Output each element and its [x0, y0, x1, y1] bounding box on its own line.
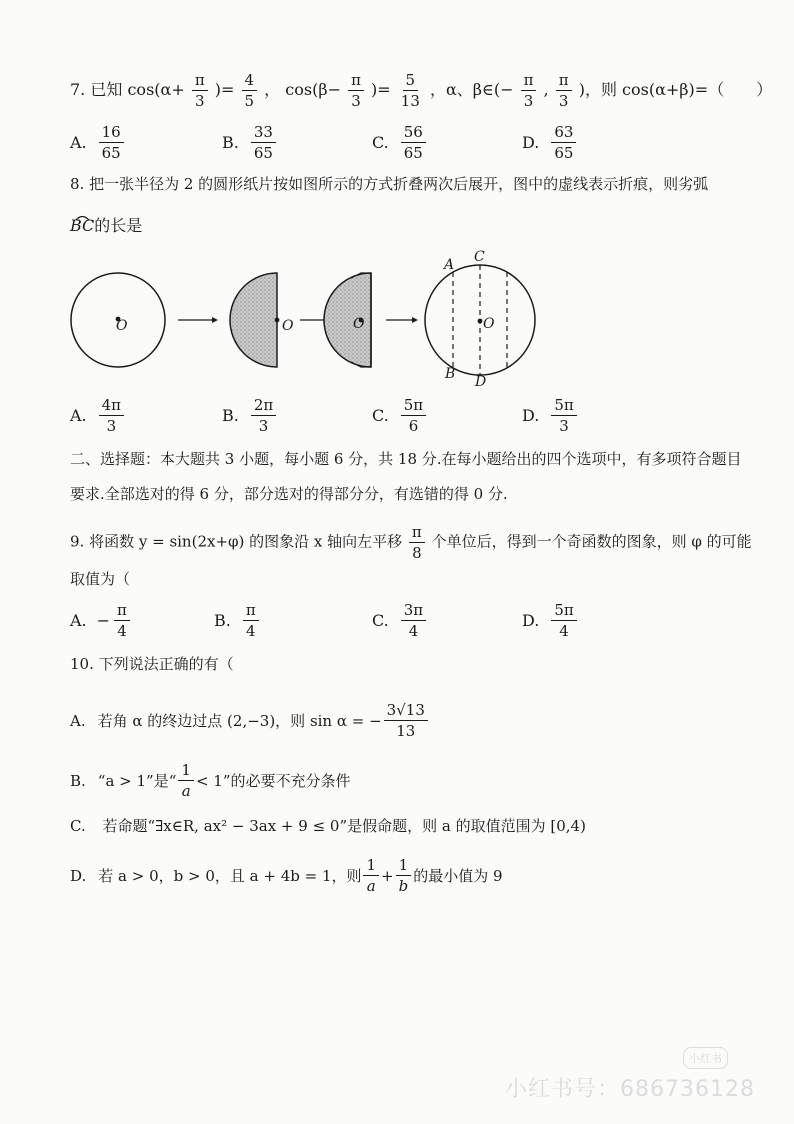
- arrow-icon-1: [178, 317, 218, 323]
- fig2-label-o: O: [282, 318, 294, 334]
- q7-pi-over-3-a: $\frac{\pi}{3}$: [192, 70, 208, 111]
- point-label-a: A: [444, 257, 455, 273]
- q7-option-d[interactable]: D. $\frac{63}{65}$: [522, 122, 578, 163]
- q9-number: 9.: [70, 532, 85, 551]
- watermark-id: 小红书号：686736128: [505, 1077, 755, 1102]
- q9-option-b[interactable]: B. $\frac{\pi}{4}$: [214, 600, 261, 641]
- point-label-c: C: [474, 249, 485, 265]
- q7-option-c[interactable]: C. $\frac{56}{65}$: [372, 122, 428, 163]
- folding-figure: [60, 245, 540, 395]
- q7-interval-left: $\frac{\pi}{3}$: [521, 70, 537, 111]
- arc-bc-label: BC: [70, 216, 95, 235]
- point-label-b: B: [445, 366, 456, 382]
- q9-stem: 9. 将函数 y = sin(2x+φ) 的图象沿 x 轴向左平移 $\frac{\pi}{8}$ 个单位后，得到一个奇函数的图象，则 φ 的可能: [70, 523, 752, 562]
- q8-stem-line2: BC的长是: [70, 216, 143, 235]
- q10-option-b[interactable]: B. “a > 1”是“ $\frac{1}{a}$ < 1”的必要不充分条件: [70, 761, 351, 800]
- q7-number: 7.: [70, 80, 86, 99]
- q8-option-a[interactable]: A. $\frac{4\pi}{3}$: [70, 395, 126, 436]
- q10-option-d[interactable]: D. 若 a > 0，b > 0，且 a + 4b = 1，则 $\frac{1}{a}$ + $\frac{1}{b}$ 的最小值为 9: [70, 856, 503, 895]
- q7-option-a[interactable]: A. $\frac{16}{65}$: [70, 122, 126, 163]
- fig3-label-o: O: [353, 316, 365, 332]
- q9-option-a[interactable]: A. − $\frac{\pi}{4}$: [70, 600, 132, 641]
- q10-number: 10.: [70, 655, 94, 673]
- q9-stem-line2: 取值为（: [70, 570, 131, 588]
- arrow-icon-3: [386, 317, 418, 323]
- q8-option-b[interactable]: B. $\frac{2\pi}{3}$: [222, 395, 278, 436]
- q7-option-b[interactable]: B. $\frac{33}{65}$: [222, 122, 278, 163]
- q8-number: 8.: [70, 175, 85, 193]
- q8-option-d[interactable]: D. $\frac{5\pi}{3}$: [522, 395, 579, 436]
- fig1-label-o: O: [116, 318, 128, 334]
- q10-option-c[interactable]: C. 若命题“∃x∈R, ax² − 3ax + 9 ≤ 0”是假命题，则 a 的取值范围为 [0,4): [70, 817, 586, 835]
- q7-pi-over-3-b: $\frac{\pi}{3}$: [348, 70, 364, 111]
- point-label-d: D: [475, 374, 487, 390]
- watermark-badge: 小红书: [683, 1047, 728, 1069]
- q10-stem: 10. 下列说法正确的有（: [70, 655, 234, 673]
- q9-option-d[interactable]: D. $\frac{5\pi}{4}$: [522, 600, 579, 641]
- section2-heading-line2: 要求.全部选对的得 6 分，部分选对的得部分分，有选错的得 0 分.: [70, 485, 508, 503]
- q7-value-2: $\frac{5}{13}$: [400, 71, 420, 110]
- q7-value-1: $\frac{4}{5}$: [242, 70, 258, 111]
- unfolded-circle-shape: [425, 265, 535, 375]
- half-circle-shape: [230, 273, 279, 367]
- q9-option-c[interactable]: C. $\frac{3\pi}{4}$: [372, 600, 428, 641]
- q10-option-a[interactable]: A. 若角 α 的终边过点 (2,−3)，则 sin α = − $\frac{3√13}{13}$: [70, 700, 430, 741]
- section2-heading-line1: 二、选择题：本大题共 3 小题，每小题 6 分，共 18 分.在每小题给出的四个选项中，有多项符合题目: [70, 450, 742, 468]
- q8-option-c[interactable]: C. $\frac{5\pi}{6}$: [372, 395, 428, 436]
- fig4-label-o: O: [483, 316, 495, 332]
- q7-stem: 7. 已知 cos(α+ $\frac{\pi}{3}$ )= $\frac{4}{5}$ ， cos(β− $\frac{\pi}{3}$ )= $\frac{5}{13}$ ，α、β∈(− $\frac{\pi}{3}$ , $\frac{\pi}{3}$ )，则 cos(α+β)=（ ）: [70, 71, 773, 110]
- q7-interval-right: $\frac{\pi}{3}$: [556, 70, 572, 111]
- arc-mark-icon: [70, 212, 94, 222]
- q8-stem: 8. 把一张半径为 2 的圆形纸片按如图所示的方式折叠两次后展开，图中的虚线表示折痕，则劣弧: [70, 175, 709, 193]
